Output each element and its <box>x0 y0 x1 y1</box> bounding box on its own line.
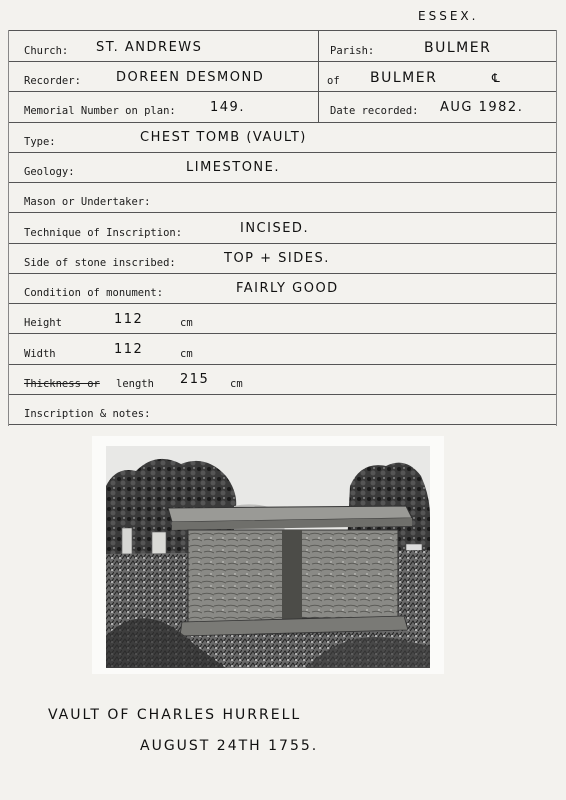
column-divider <box>318 30 319 122</box>
type-label: Type: <box>24 136 56 148</box>
date-recorded-label: Date recorded: <box>330 105 419 117</box>
memorial-number-label: Memorial Number on plan: <box>24 105 176 117</box>
rule <box>8 303 556 304</box>
rule <box>8 243 556 244</box>
height-value: 112 <box>114 312 144 327</box>
page-left-edge <box>8 30 9 426</box>
technique-value: INCISED. <box>240 221 310 236</box>
parish-label: Parish: <box>330 45 375 57</box>
date-recorded-value: AUG 1982. <box>440 100 524 115</box>
side-inscribed-value: TOP + SIDES. <box>224 251 330 266</box>
length-label: length <box>116 378 154 390</box>
rule <box>8 91 556 92</box>
parish-value: BULMER <box>424 40 492 56</box>
condition-value: FAIRLY GOOD <box>236 281 339 296</box>
page-right-edge <box>556 30 557 426</box>
rule <box>8 273 556 274</box>
technique-label: Technique of Inscription: <box>24 227 183 239</box>
inscription-label: Inscription & notes: <box>24 408 151 420</box>
width-value: 112 <box>114 342 144 357</box>
rule <box>8 61 556 62</box>
length-unit: cm <box>230 378 243 390</box>
tomb-photograph <box>106 446 430 668</box>
rule <box>8 30 556 31</box>
church-value: ST. ANDREWS <box>96 40 203 55</box>
tomb-photo-drawing <box>106 446 430 668</box>
condition-label: Condition of monument: <box>24 287 164 299</box>
rule <box>8 182 556 183</box>
mason-label: Mason or Undertaker: <box>24 196 151 208</box>
type-value: CHEST TOMB (VAULT) <box>140 130 307 145</box>
rule <box>8 333 556 334</box>
height-unit: cm <box>180 317 193 329</box>
memorial-number-value: 149. <box>210 100 245 115</box>
recorder-of-value: BULMER <box>370 70 438 86</box>
recorder-value: DOREEN DESMOND <box>116 70 265 85</box>
width-unit: cm <box>180 348 193 360</box>
recorder-label: Recorder: <box>24 75 81 87</box>
rule <box>8 394 556 395</box>
recorder-of-label: of <box>327 75 340 87</box>
rule <box>8 212 556 213</box>
geology-label: Geology: <box>24 166 75 178</box>
thickness-struck-label: Thickness or <box>24 378 100 390</box>
length-value: 215 <box>180 372 210 387</box>
side-inscribed-label: Side of stone inscribed: <box>24 257 176 269</box>
rule <box>8 364 556 365</box>
rule <box>8 424 556 425</box>
recorder-mark: ℄ <box>492 71 502 85</box>
geology-value: LIMESTONE. <box>186 160 281 175</box>
caption-line-1: VAULT OF CHARLES HURRELL <box>48 707 302 723</box>
width-label: Width <box>24 348 56 360</box>
rule <box>8 122 556 123</box>
height-label: Height <box>24 317 62 329</box>
caption-line-2: AUGUST 24TH 1755. <box>140 738 319 754</box>
county-heading: ESSEX. <box>418 9 479 23</box>
rule <box>8 152 556 153</box>
church-label: Church: <box>24 45 69 57</box>
